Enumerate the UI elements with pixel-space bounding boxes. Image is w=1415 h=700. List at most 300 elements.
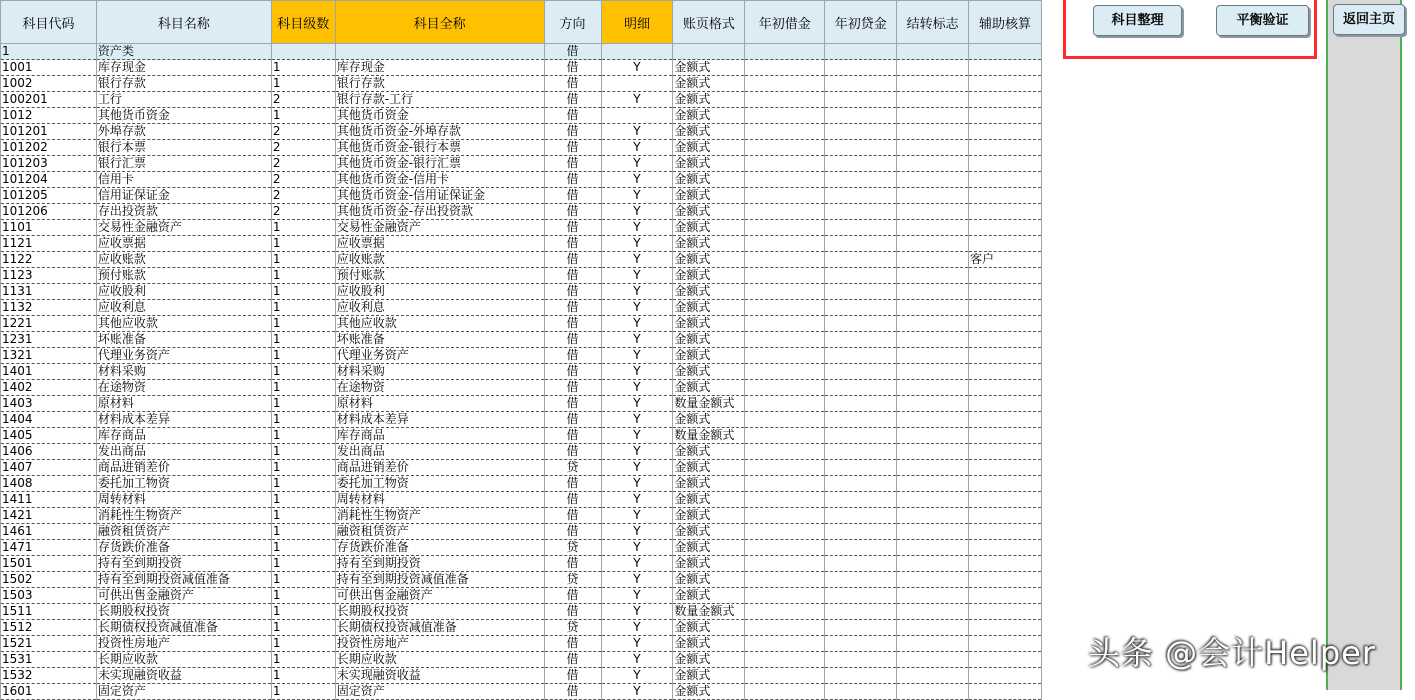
cell-direction[interactable]: 借 [544,188,601,204]
cell-name[interactable]: 原材料 [96,396,271,412]
cell-format[interactable]: 金额式 [673,108,745,124]
cell-carryover[interactable] [897,268,969,284]
cell-format[interactable]: 数量金额式 [673,396,745,412]
cell-format[interactable]: 金额式 [673,236,745,252]
cell-carryover[interactable] [897,588,969,604]
cell-direction[interactable]: 借 [544,636,601,652]
cell-auxiliary[interactable] [969,172,1042,188]
cell-opening-debit[interactable] [745,252,825,268]
cell-level[interactable]: 2 [271,156,335,172]
cell-auxiliary[interactable] [969,188,1042,204]
cell-name[interactable]: 代理业务资产 [96,348,271,364]
cell-carryover[interactable] [897,380,969,396]
cell-opening-debit[interactable] [745,572,825,588]
cell-format[interactable]: 金额式 [673,156,745,172]
cell-carryover[interactable] [897,172,969,188]
cell-auxiliary[interactable] [969,44,1042,60]
cell-opening-debit[interactable] [745,124,825,140]
cell-opening-debit[interactable] [745,236,825,252]
cell-auxiliary[interactable] [969,204,1042,220]
cell-direction[interactable]: 借 [544,172,601,188]
cell-detail[interactable]: Y [601,204,673,220]
cell-opening-debit[interactable] [745,476,825,492]
cell-detail[interactable]: Y [601,156,673,172]
cell-name[interactable]: 银行存款 [96,76,271,92]
cell-opening-credit[interactable] [825,108,897,124]
cell-detail[interactable]: Y [601,332,673,348]
cell-format[interactable]: 金额式 [673,652,745,668]
cell-fullname[interactable]: 应收利息 [335,300,544,316]
cell-opening-credit[interactable] [825,588,897,604]
cell-opening-credit[interactable] [825,380,897,396]
cell-carryover[interactable] [897,572,969,588]
cell-format[interactable]: 金额式 [673,268,745,284]
cell-code[interactable]: 1231 [1,332,97,348]
cell-opening-credit[interactable] [825,300,897,316]
cell-opening-credit[interactable] [825,508,897,524]
header-account-code[interactable]: 科目代码 [1,1,97,44]
cell-carryover[interactable] [897,620,969,636]
cell-code[interactable]: 1122 [1,252,97,268]
cell-direction[interactable]: 借 [544,60,601,76]
header-opening-debit[interactable]: 年初借金 [745,1,825,44]
cell-carryover[interactable] [897,140,969,156]
cell-fullname[interactable]: 在途物资 [335,380,544,396]
cell-fullname[interactable]: 其他应收款 [335,316,544,332]
cell-fullname[interactable]: 其他货币资金 [335,108,544,124]
cell-code[interactable]: 1531 [1,652,97,668]
cell-opening-debit[interactable] [745,316,825,332]
cell-name[interactable]: 应收利息 [96,300,271,316]
cell-code[interactable]: 1461 [1,524,97,540]
cell-code[interactable]: 101203 [1,156,97,172]
cell-auxiliary[interactable] [969,332,1042,348]
cell-opening-debit[interactable] [745,348,825,364]
cell-level[interactable]: 1 [271,396,335,412]
cell-opening-debit[interactable] [745,220,825,236]
cell-carryover[interactable] [897,284,969,300]
return-home-button[interactable]: 返回主页 [1333,4,1405,35]
cell-name[interactable]: 资产类 [96,44,271,60]
cell-format[interactable]: 金额式 [673,540,745,556]
cell-direction[interactable]: 借 [544,444,601,460]
cell-format[interactable]: 金额式 [673,60,745,76]
cell-opening-credit[interactable] [825,220,897,236]
cell-auxiliary[interactable] [969,476,1042,492]
cell-level[interactable] [271,44,335,60]
cell-opening-debit[interactable] [745,364,825,380]
cell-level[interactable]: 2 [271,124,335,140]
cell-direction[interactable]: 借 [544,252,601,268]
cell-opening-debit[interactable] [745,604,825,620]
cell-detail[interactable]: Y [601,540,673,556]
cell-detail[interactable]: Y [601,348,673,364]
cell-direction[interactable]: 借 [544,604,601,620]
cell-fullname[interactable]: 其他货币资金-银行本票 [335,140,544,156]
cell-fullname[interactable]: 交易性金融资产 [335,220,544,236]
cell-opening-credit[interactable] [825,684,897,700]
cell-detail[interactable]: Y [601,652,673,668]
header-detail[interactable]: 明细 [601,1,673,44]
cell-carryover[interactable] [897,108,969,124]
cell-opening-credit[interactable] [825,236,897,252]
cell-level[interactable]: 1 [271,668,335,684]
cell-name[interactable]: 在途物资 [96,380,271,396]
cell-opening-debit[interactable] [745,284,825,300]
cell-carryover[interactable] [897,332,969,348]
cell-carryover[interactable] [897,364,969,380]
cell-name[interactable]: 其他应收款 [96,316,271,332]
cell-opening-debit[interactable] [745,556,825,572]
cell-fullname[interactable]: 长期应收款 [335,652,544,668]
cell-direction[interactable]: 借 [544,668,601,684]
cell-opening-credit[interactable] [825,636,897,652]
cell-opening-credit[interactable] [825,156,897,172]
cell-fullname[interactable]: 存货跌价准备 [335,540,544,556]
cell-opening-credit[interactable] [825,652,897,668]
cell-level[interactable]: 1 [271,300,335,316]
cell-carryover[interactable] [897,220,969,236]
cell-format[interactable]: 金额式 [673,92,745,108]
cell-direction[interactable]: 贷 [544,540,601,556]
cell-direction[interactable]: 借 [544,316,601,332]
cell-code[interactable]: 1123 [1,268,97,284]
cell-direction[interactable]: 借 [544,348,601,364]
balance-verify-button[interactable]: 平衡验证 [1216,5,1309,36]
cell-level[interactable]: 1 [271,220,335,236]
cell-format[interactable]: 金额式 [673,492,745,508]
cell-opening-debit[interactable] [745,268,825,284]
cell-direction[interactable]: 借 [544,476,601,492]
cell-auxiliary[interactable] [969,364,1042,380]
cell-carryover[interactable] [897,316,969,332]
cell-auxiliary[interactable] [969,444,1042,460]
organize-accounts-button[interactable]: 科目整理 [1093,5,1182,36]
cell-opening-credit[interactable] [825,268,897,284]
header-account-fullname[interactable]: 科目全称 [335,1,544,44]
cell-opening-credit[interactable] [825,524,897,540]
cell-opening-debit[interactable] [745,508,825,524]
cell-name[interactable]: 投资性房地产 [96,636,271,652]
cell-opening-debit[interactable] [745,652,825,668]
cell-direction[interactable]: 借 [544,364,601,380]
cell-code[interactable]: 1406 [1,444,97,460]
cell-carryover[interactable] [897,348,969,364]
cell-level[interactable]: 1 [271,268,335,284]
cell-level[interactable]: 1 [271,428,335,444]
cell-carryover[interactable] [897,684,969,700]
cell-opening-credit[interactable] [825,428,897,444]
cell-code[interactable]: 1421 [1,508,97,524]
cell-code[interactable]: 1502 [1,572,97,588]
cell-fullname[interactable]: 长期债权投资减值准备 [335,620,544,636]
cell-detail[interactable]: Y [601,364,673,380]
cell-fullname[interactable]: 商品进销差价 [335,460,544,476]
cell-opening-credit[interactable] [825,140,897,156]
cell-level[interactable]: 1 [271,60,335,76]
cell-auxiliary[interactable] [969,396,1042,412]
cell-detail[interactable]: Y [601,668,673,684]
cell-fullname[interactable]: 长期股权投资 [335,604,544,620]
cell-name[interactable]: 持有至到期投资减值准备 [96,572,271,588]
cell-format[interactable]: 金额式 [673,364,745,380]
cell-fullname[interactable]: 其他货币资金-外埠存款 [335,124,544,140]
cell-name[interactable]: 应收票据 [96,236,271,252]
cell-detail[interactable]: Y [601,524,673,540]
cell-opening-debit[interactable] [745,204,825,220]
cell-carryover[interactable] [897,300,969,316]
cell-code[interactable]: 1501 [1,556,97,572]
cell-level[interactable]: 1 [271,572,335,588]
cell-opening-debit[interactable] [745,396,825,412]
cell-name[interactable]: 材料成本差异 [96,412,271,428]
cell-fullname[interactable]: 未实现融资收益 [335,668,544,684]
cell-code[interactable]: 1402 [1,380,97,396]
cell-code[interactable]: 1521 [1,636,97,652]
cell-fullname[interactable]: 持有至到期投资 [335,556,544,572]
cell-name[interactable]: 存出投资款 [96,204,271,220]
cell-format[interactable]: 金额式 [673,572,745,588]
cell-fullname[interactable]: 其他货币资金-信用卡 [335,172,544,188]
cell-detail[interactable]: Y [601,300,673,316]
cell-level[interactable]: 1 [271,108,335,124]
cell-opening-debit[interactable] [745,300,825,316]
cell-direction[interactable]: 借 [544,268,601,284]
cell-detail[interactable]: Y [601,316,673,332]
cell-direction[interactable]: 借 [544,204,601,220]
cell-auxiliary[interactable] [969,668,1042,684]
cell-detail[interactable]: Y [601,444,673,460]
cell-auxiliary[interactable] [969,428,1042,444]
cell-auxiliary[interactable] [969,604,1042,620]
cell-carryover[interactable] [897,236,969,252]
cell-detail[interactable]: Y [601,396,673,412]
cell-level[interactable]: 1 [271,364,335,380]
cell-opening-debit[interactable] [745,412,825,428]
cell-direction[interactable]: 贷 [544,620,601,636]
cell-level[interactable]: 1 [271,604,335,620]
cell-detail[interactable]: Y [601,604,673,620]
cell-opening-debit[interactable] [745,636,825,652]
cell-name[interactable]: 应收股利 [96,284,271,300]
cell-fullname[interactable]: 库存商品 [335,428,544,444]
cell-direction[interactable]: 借 [544,44,601,60]
cell-name[interactable]: 银行汇票 [96,156,271,172]
cell-opening-credit[interactable] [825,348,897,364]
cell-format[interactable]: 金额式 [673,684,745,700]
cell-direction[interactable]: 借 [544,284,601,300]
cell-detail[interactable]: Y [601,476,673,492]
cell-name[interactable]: 委托加工物资 [96,476,271,492]
cell-opening-credit[interactable] [825,444,897,460]
cell-level[interactable]: 1 [271,412,335,428]
cell-name[interactable]: 周转材料 [96,492,271,508]
cell-code[interactable]: 101202 [1,140,97,156]
cell-format[interactable]: 金额式 [673,620,745,636]
cell-direction[interactable]: 贷 [544,572,601,588]
cell-direction[interactable]: 借 [544,508,601,524]
cell-format[interactable]: 金额式 [673,588,745,604]
header-carryover-flag[interactable]: 结转标志 [897,1,969,44]
cell-fullname[interactable]: 材料成本差异 [335,412,544,428]
cell-detail[interactable]: Y [601,508,673,524]
cell-code[interactable]: 1403 [1,396,97,412]
cell-level[interactable]: 1 [271,380,335,396]
cell-format[interactable]: 金额式 [673,348,745,364]
cell-auxiliary[interactable] [969,108,1042,124]
cell-opening-credit[interactable] [825,60,897,76]
cell-direction[interactable]: 借 [544,300,601,316]
cell-auxiliary[interactable] [969,284,1042,300]
cell-code[interactable]: 100201 [1,92,97,108]
cell-detail[interactable]: Y [601,572,673,588]
cell-level[interactable]: 1 [271,540,335,556]
cell-name[interactable]: 信用卡 [96,172,271,188]
cell-detail[interactable]: Y [601,268,673,284]
cell-direction[interactable]: 借 [544,492,601,508]
cell-opening-credit[interactable] [825,188,897,204]
cell-code[interactable]: 1132 [1,300,97,316]
cell-detail[interactable]: Y [601,588,673,604]
cell-detail[interactable]: Y [601,460,673,476]
cell-code[interactable]: 1121 [1,236,97,252]
cell-opening-debit[interactable] [745,332,825,348]
cell-level[interactable]: 2 [271,204,335,220]
cell-code[interactable]: 1408 [1,476,97,492]
cell-name[interactable]: 发出商品 [96,444,271,460]
cell-auxiliary[interactable] [969,316,1042,332]
cell-carryover[interactable] [897,76,969,92]
cell-name[interactable]: 消耗性生物资产 [96,508,271,524]
cell-opening-debit[interactable] [745,44,825,60]
cell-detail[interactable]: Y [601,172,673,188]
cell-code[interactable]: 1002 [1,76,97,92]
cell-opening-credit[interactable] [825,492,897,508]
cell-carryover[interactable] [897,252,969,268]
cell-detail[interactable]: Y [601,140,673,156]
header-ledger-format[interactable]: 账页格式 [673,1,745,44]
cell-direction[interactable]: 贷 [544,460,601,476]
cell-detail[interactable]: Y [601,636,673,652]
cell-opening-credit[interactable] [825,332,897,348]
cell-fullname[interactable]: 坏账准备 [335,332,544,348]
cell-format[interactable]: 金额式 [673,380,745,396]
cell-name[interactable]: 未实现融资收益 [96,668,271,684]
cell-level[interactable]: 1 [271,444,335,460]
cell-name[interactable]: 坏账准备 [96,332,271,348]
cell-opening-debit[interactable] [745,188,825,204]
cell-opening-credit[interactable] [825,76,897,92]
cell-detail[interactable]: Y [601,220,673,236]
cell-opening-debit[interactable] [745,108,825,124]
cell-auxiliary[interactable] [969,156,1042,172]
cell-fullname[interactable]: 银行存款-工行 [335,92,544,108]
cell-fullname[interactable]: 其他货币资金-信用证保证金 [335,188,544,204]
cell-format[interactable]: 金额式 [673,300,745,316]
cell-fullname[interactable]: 其他货币资金-存出投资款 [335,204,544,220]
cell-opening-debit[interactable] [745,588,825,604]
cell-opening-credit[interactable] [825,668,897,684]
cell-name[interactable]: 工行 [96,92,271,108]
cell-auxiliary[interactable] [969,92,1042,108]
cell-name[interactable]: 持有至到期投资 [96,556,271,572]
cell-opening-credit[interactable] [825,604,897,620]
cell-auxiliary[interactable] [969,268,1042,284]
cell-name[interactable]: 库存现金 [96,60,271,76]
cell-format[interactable]: 金额式 [673,668,745,684]
cell-code[interactable]: 1601 [1,684,97,700]
cell-detail[interactable]: Y [601,380,673,396]
cell-code[interactable]: 1012 [1,108,97,124]
cell-auxiliary[interactable] [969,300,1042,316]
cell-fullname[interactable]: 应收股利 [335,284,544,300]
cell-opening-credit[interactable] [825,44,897,60]
cell-level[interactable]: 1 [271,524,335,540]
cell-carryover[interactable] [897,92,969,108]
cell-code[interactable]: 1101 [1,220,97,236]
cell-level[interactable]: 1 [271,684,335,700]
cell-direction[interactable]: 借 [544,140,601,156]
cell-code[interactable]: 1503 [1,588,97,604]
cell-format[interactable]: 金额式 [673,284,745,300]
cell-carryover[interactable] [897,60,969,76]
cell-level[interactable]: 2 [271,188,335,204]
cell-detail[interactable]: Y [601,412,673,428]
cell-direction[interactable]: 借 [544,76,601,92]
cell-detail[interactable]: Y [601,428,673,444]
cell-opening-credit[interactable] [825,540,897,556]
cell-carryover[interactable] [897,508,969,524]
cell-direction[interactable]: 借 [544,236,601,252]
cell-level[interactable]: 1 [271,76,335,92]
header-account-name[interactable]: 科目名称 [96,1,271,44]
cell-auxiliary[interactable] [969,572,1042,588]
cell-opening-credit[interactable] [825,124,897,140]
cell-name[interactable]: 商品进销差价 [96,460,271,476]
cell-level[interactable]: 1 [271,556,335,572]
cell-direction[interactable]: 借 [544,380,601,396]
cell-opening-credit[interactable] [825,396,897,412]
cell-detail[interactable]: Y [601,124,673,140]
cell-format[interactable]: 金额式 [673,332,745,348]
cell-opening-debit[interactable] [745,492,825,508]
cell-carryover[interactable] [897,524,969,540]
cell-direction[interactable]: 借 [544,588,601,604]
cell-carryover[interactable] [897,556,969,572]
cell-auxiliary[interactable] [969,652,1042,668]
cell-name[interactable]: 材料采购 [96,364,271,380]
cell-fullname[interactable]: 周转材料 [335,492,544,508]
cell-format[interactable]: 金额式 [673,508,745,524]
cell-carryover[interactable] [897,44,969,60]
cell-carryover[interactable] [897,668,969,684]
cell-opening-credit[interactable] [825,620,897,636]
cell-carryover[interactable] [897,604,969,620]
cell-opening-debit[interactable] [745,524,825,540]
cell-carryover[interactable] [897,492,969,508]
cell-fullname[interactable]: 原材料 [335,396,544,412]
cell-opening-debit[interactable] [745,428,825,444]
cell-code[interactable]: 1401 [1,364,97,380]
cell-format[interactable]: 金额式 [673,204,745,220]
cell-format[interactable]: 金额式 [673,172,745,188]
cell-fullname[interactable]: 应收账款 [335,252,544,268]
cell-carryover[interactable] [897,124,969,140]
cell-opening-credit[interactable] [825,316,897,332]
cell-direction[interactable]: 借 [544,412,601,428]
cell-code[interactable]: 1512 [1,620,97,636]
cell-level[interactable]: 1 [271,236,335,252]
